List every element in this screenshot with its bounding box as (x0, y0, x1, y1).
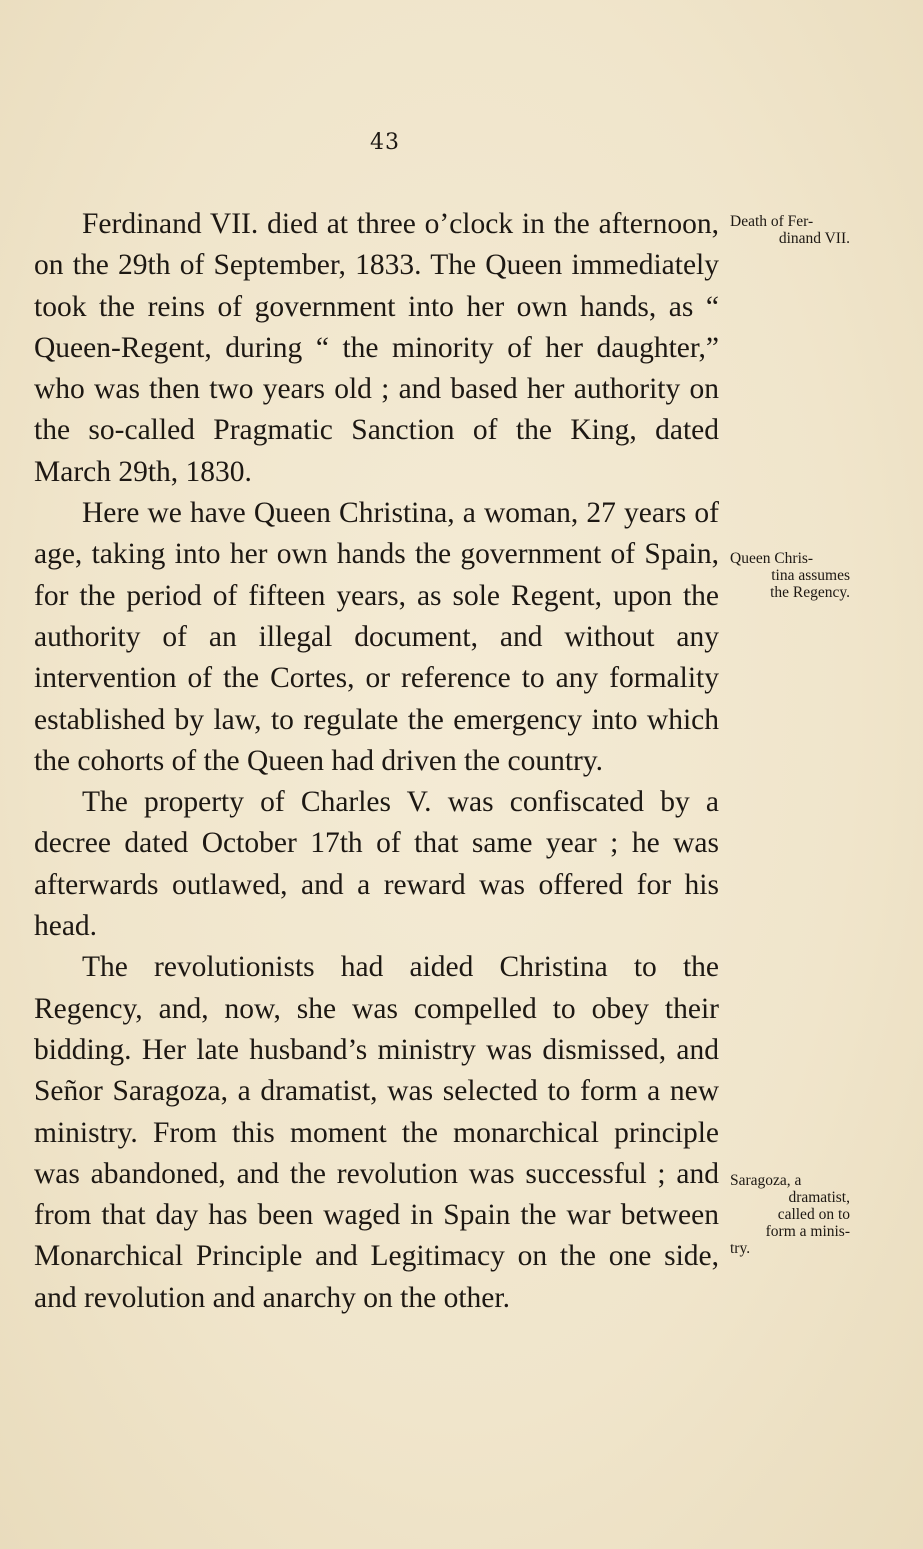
body-text (34, 204, 719, 1319)
page-number: 43 (370, 130, 400, 155)
margin-note-line: dramatist, (788, 1189, 850, 1206)
margin-note-line: try. (730, 1240, 751, 1257)
paragraph-christina-regency: Here we have Queen Christina, a woman, 27 years of age, taking into her own hands the government of Spain, for the period of fifteen years, as sole Regent, upon the authority of an illegal document, and without any intervention of the Cortes, or reference to any formality established by law, to regulate the emergency into which the cohorts of the Queen had driven the country. (34, 497, 719, 777)
margin-note-line: called on to (777, 1206, 850, 1223)
paragraph-death-of-ferdinand: Ferdinand VII. died at three o’clock in the afternoon, on the 29th of September, 1833. The Queen immediately took the reins of government into her own hands, as “ Queen-Regent, during “ the minority of her daughter,” who was then two years old ; and based her authority on the so-called Pragmatic Sanction of the King, dated March 29th, 1830. (34, 208, 719, 488)
margin-note-death-of-ferdinand (730, 213, 850, 247)
margin-note-line: dinand VII. (778, 230, 850, 247)
margin-note-line: Saragoza, a (730, 1172, 802, 1189)
paragraph-revolutionists: The revolutionists had aided Christina to the Regency, and, now, she was compelled to obey their bidding. Her late husband’s ministry was dismissed, and Señor Saragoza, a dramatist, was selected to form a new ministry. From this moment the monarchical principle was abandoned, and the revolution was successful ; and from that day has been waged in Spain the war between Monarchical Principle and Legitimacy on the one side, and revolution and anarchy on the other. (34, 951, 719, 1314)
margin-note-line: the Regency. (770, 584, 850, 601)
paragraph-charles-confiscation: The property of Charles V. was confiscated by a decree dated October 17th of that same year ; he was afterwards outlawed, and a reward was offered for his head. (34, 786, 719, 943)
margin-note-saragoza (730, 1172, 850, 1257)
margin-note-line: Death of Fer- (730, 213, 814, 230)
margin-note-line: Queen Chris- (730, 550, 814, 567)
margin-note-line: form a minis- (765, 1223, 850, 1240)
margin-note-christina-regency (730, 550, 850, 601)
margin-note-line: tina assumes (771, 567, 850, 584)
